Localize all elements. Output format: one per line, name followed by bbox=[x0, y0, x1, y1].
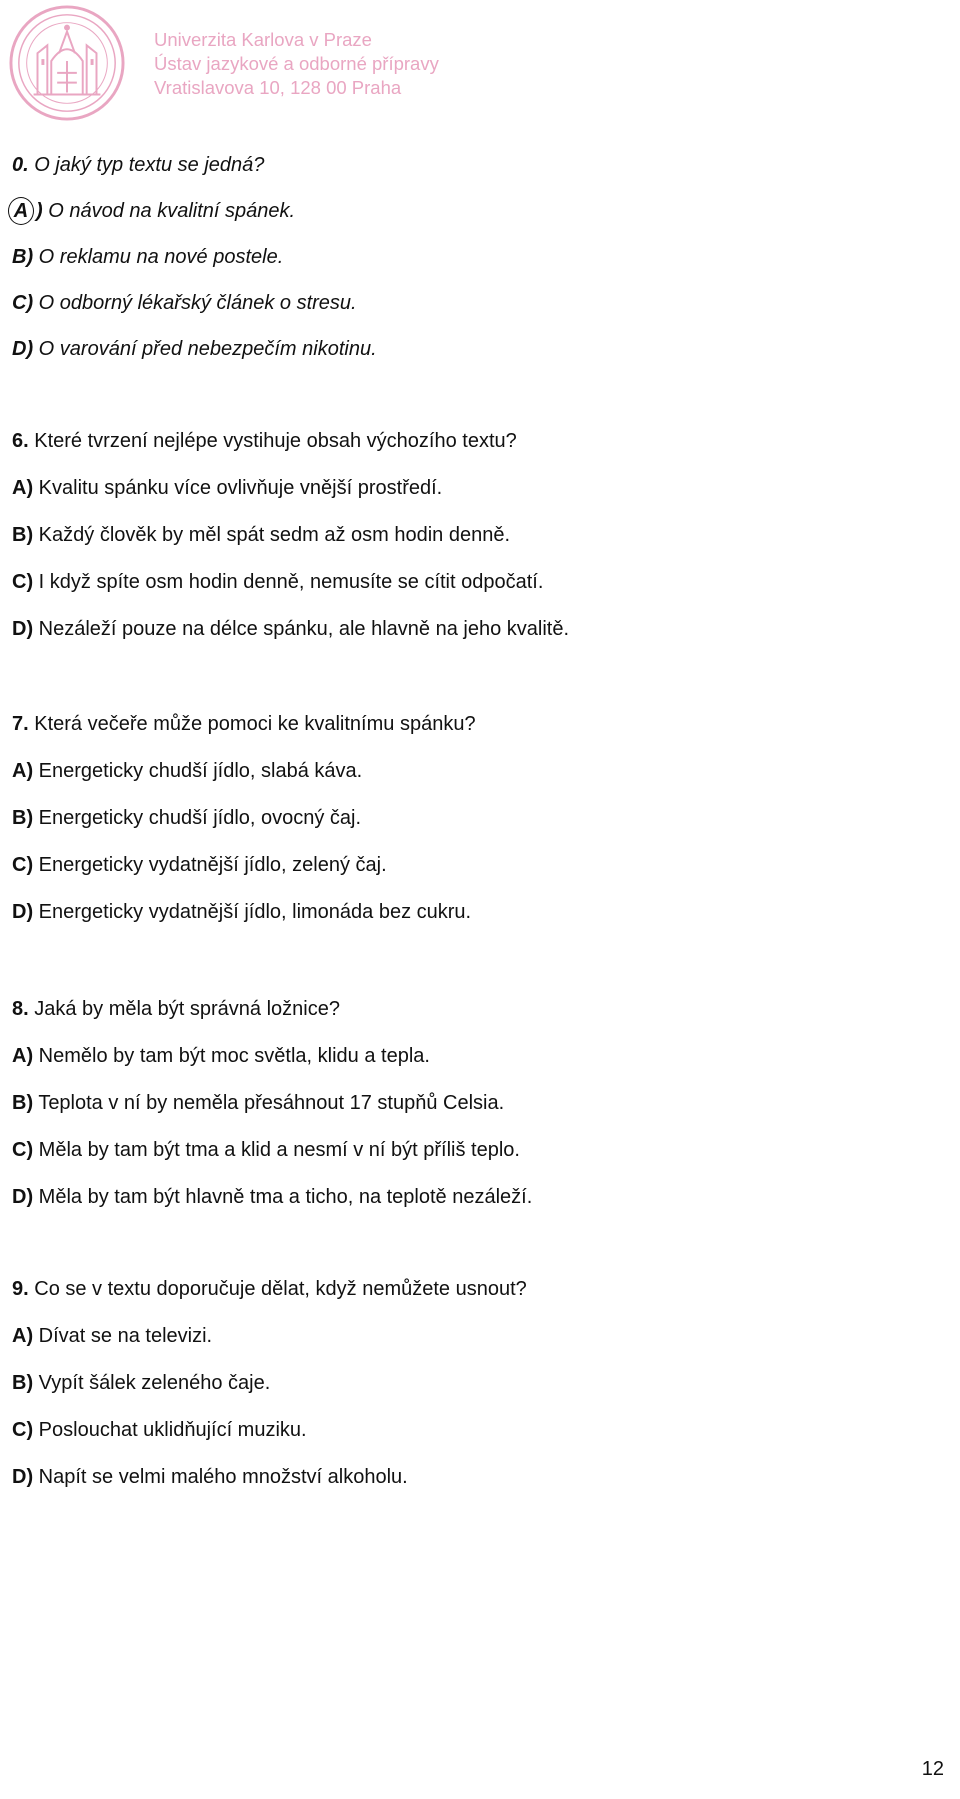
option-letter: C) bbox=[12, 1419, 34, 1441]
question-text bbox=[12, 142, 932, 188]
option-text: Energeticky chudší jídlo, ovocný čaj. bbox=[38, 807, 362, 829]
university-seal-logo bbox=[8, 4, 126, 122]
option-letter: D) bbox=[12, 901, 34, 923]
option-letter: A) bbox=[12, 477, 34, 499]
option-text: Dívat se na televizi. bbox=[38, 1325, 213, 1347]
option-text: Teplota v ní by neměla přesáhnout 17 stupňů Celsia. bbox=[38, 1092, 505, 1114]
option-d[interactable] bbox=[12, 1174, 932, 1221]
option-letter: B) bbox=[12, 524, 34, 546]
question-number: 9. bbox=[12, 1278, 29, 1300]
option-text: O odborný lékařský článek o stresu. bbox=[38, 292, 357, 314]
option-c[interactable] bbox=[12, 280, 932, 326]
option-c[interactable] bbox=[12, 842, 932, 889]
option-d[interactable] bbox=[12, 1454, 932, 1501]
institution-info bbox=[154, 28, 439, 100]
option-text: Nezáleží pouze na délce spánku, ale hlavně na jeho kvalitě. bbox=[38, 618, 570, 640]
option-letter: B) bbox=[12, 246, 34, 268]
question-number: 8. bbox=[12, 998, 29, 1020]
option-c[interactable] bbox=[12, 1407, 932, 1454]
option-letter: D) bbox=[12, 338, 34, 360]
option-letter: C) bbox=[12, 1139, 34, 1161]
institute-name: Ústav jazykové a odborné přípravy bbox=[154, 53, 439, 74]
question-text bbox=[12, 701, 932, 748]
option-letter: A) bbox=[12, 760, 34, 782]
option-a[interactable] bbox=[12, 1033, 932, 1080]
option-letter: B) bbox=[12, 1092, 34, 1114]
option-text: O návod na kvalitní spánek. bbox=[48, 200, 296, 222]
option-d[interactable] bbox=[12, 889, 932, 936]
letterhead bbox=[8, 4, 608, 122]
page-number: 12 bbox=[921, 1758, 944, 1780]
option-b[interactable] bbox=[12, 1080, 932, 1127]
option-text: Napít se velmi malého množství alkoholu. bbox=[38, 1466, 408, 1488]
option-text: Nemělo by tam být moc světla, klidu a tepla. bbox=[38, 1045, 430, 1067]
option-b[interactable] bbox=[12, 512, 932, 559]
option-text: Energeticky vydatnější jídlo, limonáda bez cukru. bbox=[38, 901, 472, 923]
option-letter: D) bbox=[12, 618, 34, 640]
option-text: Vypít šálek zeleného čaje. bbox=[38, 1372, 271, 1394]
option-text: Energeticky chudší jídlo, slabá káva. bbox=[38, 760, 363, 782]
option-letter: C) bbox=[12, 292, 34, 314]
option-c[interactable] bbox=[12, 1127, 932, 1174]
question-prompt: Co se v textu doporučuje dělat, když nemůžete usnout? bbox=[34, 1278, 527, 1300]
question-number: 6. bbox=[12, 430, 29, 452]
option-letter: C) bbox=[12, 571, 34, 593]
option-letter: C) bbox=[12, 854, 34, 876]
question-7 bbox=[12, 701, 932, 936]
option-c[interactable] bbox=[12, 559, 932, 606]
option-a[interactable] bbox=[12, 748, 932, 795]
option-text: O reklamu na nové postele. bbox=[38, 246, 284, 268]
option-text: Každý člověk by měl spát sedm až osm hodin denně. bbox=[38, 524, 511, 546]
option-text: O varování před nebezpečím nikotinu. bbox=[38, 338, 377, 360]
option-letter: B) bbox=[12, 1372, 34, 1394]
option-d[interactable] bbox=[12, 326, 932, 372]
option-a[interactable] bbox=[12, 1313, 932, 1360]
option-letter: A) bbox=[12, 1325, 34, 1347]
option-text: Měla by tam být hlavně tma a ticho, na teplotě nezáleží. bbox=[38, 1186, 533, 1208]
option-letter: D) bbox=[12, 1466, 34, 1488]
university-name: Univerzita Karlova v Praze bbox=[154, 29, 372, 50]
option-a[interactable] bbox=[12, 465, 932, 512]
question-prompt: Které tvrzení nejlépe vystihuje obsah výchozího textu? bbox=[34, 430, 517, 452]
selected-answer-circle: A bbox=[8, 197, 34, 225]
option-text: Kvalitu spánku více ovlivňuje vnější prostředí. bbox=[38, 477, 443, 499]
question-8 bbox=[12, 986, 932, 1221]
question-prompt: O jaký typ textu se jedná? bbox=[34, 154, 265, 176]
question-text bbox=[12, 418, 932, 465]
question-9 bbox=[12, 1266, 932, 1501]
option-d[interactable] bbox=[12, 606, 932, 653]
address: Vratislavova 10, 128 00 Praha bbox=[154, 77, 402, 98]
option-a[interactable]: A ) O návod na kvalitní spánek. bbox=[12, 188, 932, 234]
option-b[interactable] bbox=[12, 795, 932, 842]
question-prompt: Jaká by měla být správná ložnice? bbox=[34, 998, 340, 1020]
option-letter: D) bbox=[12, 1186, 34, 1208]
question-number: 7. bbox=[12, 713, 29, 735]
question-prompt: Která večeře může pomoci ke kvalitnímu spánku? bbox=[34, 713, 476, 735]
option-b[interactable] bbox=[12, 234, 932, 280]
question-number: 0. bbox=[12, 154, 29, 176]
option-letter: B) bbox=[12, 807, 34, 829]
question-text bbox=[12, 1266, 932, 1313]
option-letter: A) bbox=[12, 1045, 34, 1067]
question-text bbox=[12, 986, 932, 1033]
option-text: Poslouchat uklidňující muziku. bbox=[38, 1419, 307, 1441]
option-b[interactable] bbox=[12, 1360, 932, 1407]
question-6 bbox=[12, 418, 932, 653]
option-text: I když spíte osm hodin denně, nemusíte se cítit odpočatí. bbox=[38, 571, 544, 593]
option-text: Energeticky vydatnější jídlo, zelený čaj. bbox=[38, 854, 387, 876]
option-text: Měla by tam být tma a klid a nesmí v ní být příliš teplo. bbox=[38, 1139, 520, 1161]
question-0 bbox=[12, 142, 932, 372]
